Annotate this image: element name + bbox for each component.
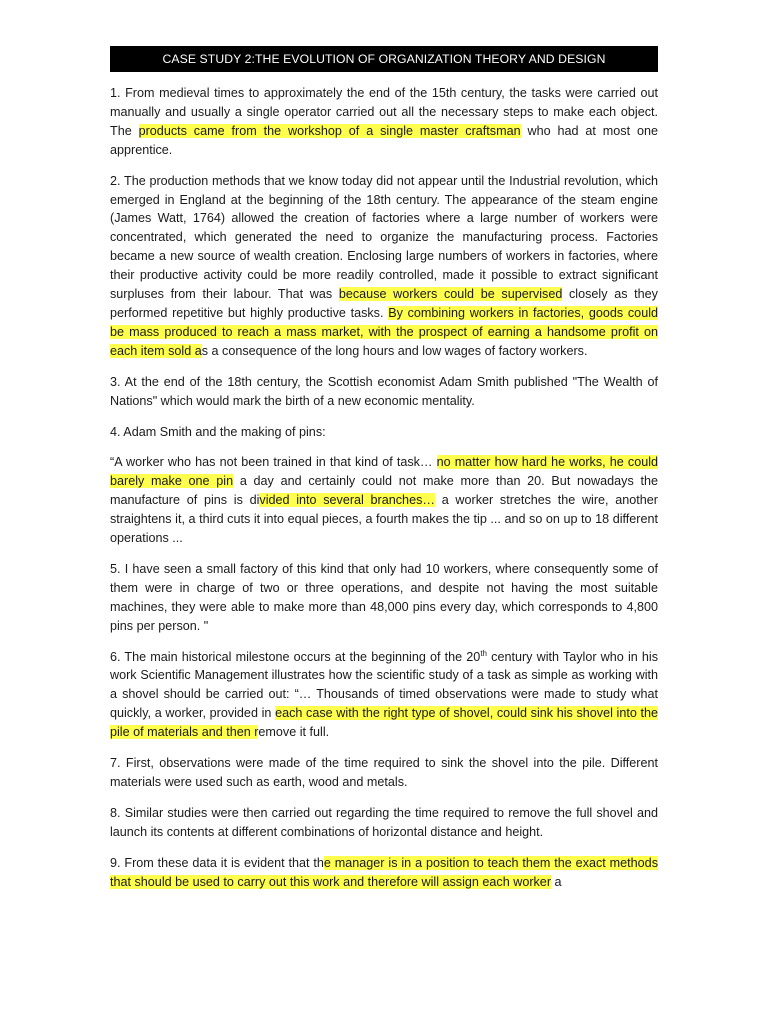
highlighted-text: products came from the workshop of a single master craftsman — [138, 123, 521, 138]
document-body — [110, 84, 658, 892]
highlighted-text: e manager is in a position to teach them the exact methods that should be used to carry out this work and therefore will assign each worker — [110, 855, 658, 889]
paragraph-p8 — [110, 804, 658, 842]
paragraph-text: 9. From these data it is evident that th — [110, 855, 324, 870]
highlighted-text: no matter how hard he works, he could barely make one pin — [110, 455, 658, 489]
paragraph-text: a worker stretches the wire, another straightens it, a third cuts it into equal pieces, a fourth makes the tip ... and so on up to 18 different operations ... — [110, 493, 658, 546]
paragraph-text: 7. First, observations were made of the time required to sink the shovel into the pile. Different materials were used such as earth, wood and metals. — [110, 756, 658, 789]
paragraph-p3 — [110, 373, 658, 411]
paragraph-p5 — [110, 560, 658, 636]
paragraph-text: 2. The production methods that we know today did not appear until the Industrial revolution, which emerged in England at the beginning of the 18th century. The appearance of the steam engine (James Watt, 1764) allowed the creation of factories where a large number of workers were concentrated, which generated the need to organize the manufacturing process. Factories became a new source of wealth creation. Enclosing large numbers of workers in factories, where their productive activity could be more readily controlled, made it possible to extract significant surpluses from their labour. That was — [110, 173, 658, 302]
document-page — [110, 46, 658, 904]
paragraph-p1 — [110, 84, 658, 160]
paragraph-text: a — [551, 874, 562, 889]
paragraph-text: a day and certainly could not make more than 20. But nowadays the manufacture of pins is di — [110, 474, 658, 508]
paragraph-p7 — [110, 754, 658, 792]
paragraph-p9 — [110, 854, 658, 892]
highlighted-text: because workers could be supervised — [338, 287, 563, 302]
paragraph-text: “A worker who has not been trained in that kind of task… — [110, 455, 437, 470]
paragraph-p6 — [110, 648, 658, 743]
paragraph-text: century with Taylor who in his work Scientific Management illustrates how the scientific study of a task as simple as working with a shovel should be carried out: “… Thousands of timed observations were made to study what quickly, a worker, provided in — [110, 649, 658, 721]
paragraph-p4q — [110, 453, 658, 548]
paragraph-text: emove it full. — [258, 725, 330, 740]
paragraph-text: 6. The main historical milestone occurs at the beginning of the 20 — [110, 649, 481, 664]
paragraph-text: 4. Adam Smith and the making of pins: — [110, 424, 326, 439]
page-title: CASE STUDY 2:THE EVOLUTION OF ORGANIZATION THEORY AND DESIGN — [110, 46, 658, 72]
paragraph-text: closely as they performed repetitive but highly productive tasks. — [110, 287, 658, 320]
highlighted-text: By combining workers in factories, goods could be mass produced to reach a mass market, with the prospect of earning a handsome profit on each item sold a — [110, 305, 658, 358]
paragraph-text: s a consequence of the long hours and low wages of factory workers. — [201, 343, 588, 358]
paragraph-text: 8. Similar studies were then carried out regarding the time required to remove the full shovel and launch its contents at different combinations of horizontal distance and height. — [110, 805, 658, 839]
paragraph-text: who had at most one apprentice. — [110, 123, 659, 157]
paragraph-p2 — [110, 172, 658, 361]
highlighted-text: vided into several branches… — [259, 493, 435, 508]
paragraph-text: 5. I have seen a small factory of this kind that only had 10 workers, where consequently some of them were in charge of two or three operations, and despite not having the most suitable machines, they were able to make more than 48,000 pins every day, which corresponds to 4,800 pins per person. " — [110, 561, 658, 633]
highlighted-text: each case with the right type of shovel, could sink his shovel into the pile of materials and then r — [110, 706, 659, 740]
superscript-text: th — [480, 648, 487, 658]
paragraph-text: 3. At the end of the 18th century, the Scottish economist Adam Smith published "The Wealth of Nations" which would mark the birth of a new economic mentality. — [110, 374, 658, 408]
paragraph-p4 — [110, 423, 658, 442]
paragraph-text: 1. From medieval times to approximately the end of the 15th century, the tasks were carried out manually and usually a single operator carried out all the necessary steps to make each object. The — [110, 86, 658, 138]
